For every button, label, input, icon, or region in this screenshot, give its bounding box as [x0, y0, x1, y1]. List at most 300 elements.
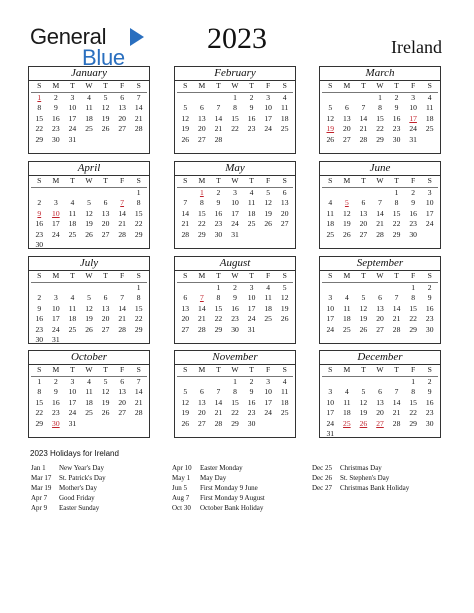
day-cell: 22 — [409, 314, 417, 323]
day-cell: 23 — [247, 124, 256, 133]
weekday-header: S — [177, 365, 194, 377]
day-cell: 18 — [85, 397, 93, 407]
day-cell: 14 — [214, 397, 223, 407]
day-cell: 23 — [52, 124, 60, 133]
day-cell: 21 — [181, 219, 190, 228]
weekday-header: S — [130, 176, 147, 188]
day-cell: 15 — [35, 113, 44, 123]
day-cell: 21 — [118, 314, 126, 323]
day-cell: 6 — [199, 387, 204, 396]
weekday-header: S — [276, 271, 293, 283]
day-cell: 27 — [181, 324, 190, 334]
day-cell: 16 — [35, 219, 44, 228]
day-cell: 19 — [343, 219, 351, 228]
weekday-header: S — [421, 176, 438, 188]
day-cell: 25 — [68, 229, 77, 239]
day-cell: 15 — [231, 113, 239, 123]
day-cell: 6 — [120, 92, 125, 102]
day-cell: 29 — [134, 324, 143, 334]
holiday-row — [172, 503, 265, 513]
day-cell: 31 — [68, 418, 77, 428]
day-grid — [175, 81, 295, 145]
month-name: October — [29, 351, 149, 365]
day-cell: 15 — [231, 397, 239, 407]
day-cell: 9 — [427, 387, 432, 396]
empty-cell — [81, 188, 98, 199]
weekday-header: S — [276, 176, 293, 188]
day-cell: 8 — [394, 198, 399, 207]
day-cell: 17 — [264, 113, 272, 123]
holiday-name: Mother's Day — [59, 484, 98, 492]
holiday-date: Dec 26 — [312, 474, 333, 482]
month-name: December — [320, 351, 440, 365]
holiday-column — [172, 463, 265, 513]
day-cell: 13 — [118, 387, 126, 396]
day-cell: 26 — [280, 314, 289, 323]
holiday-date: Apr 7 — [31, 494, 48, 502]
empty-cell — [48, 188, 65, 199]
weekday-header: F — [405, 81, 422, 93]
day-cell: 17 — [409, 113, 417, 123]
day-cell: 12 — [359, 303, 368, 313]
day-cell: 13 — [280, 198, 289, 207]
weekday-header: W — [227, 365, 244, 377]
empty-cell — [322, 188, 339, 199]
day-cell: 11 — [281, 103, 289, 112]
day-cell: 22 — [231, 124, 239, 133]
weekday-header: W — [372, 176, 389, 188]
day-cell: 7 — [183, 198, 188, 207]
month-name: February — [175, 67, 295, 81]
day-cell: 1 — [411, 376, 416, 386]
weekday-header: F — [260, 365, 277, 377]
weekday-header: S — [322, 365, 339, 377]
day-cell: 17 — [68, 113, 77, 123]
day-cell: 22 — [134, 314, 143, 323]
day-cell: 24 — [425, 219, 434, 228]
day-cell: 6 — [103, 293, 108, 302]
holiday-name: St. Stephen's Day — [340, 474, 390, 482]
day-cell: 19 — [101, 397, 110, 407]
day-cell: 15 — [198, 208, 206, 218]
day-cell: 6 — [183, 293, 188, 302]
day-cell: 1 — [136, 187, 141, 197]
day-cell: 29 — [35, 134, 44, 144]
day-cell: 20 — [376, 408, 384, 417]
day-cell: 16 — [247, 397, 256, 407]
weekday-header: T — [243, 271, 260, 283]
day-cell: 30 — [247, 418, 256, 428]
month-may — [174, 161, 296, 249]
day-cell: 3 — [411, 92, 416, 102]
day-cell: 24 — [264, 408, 272, 417]
weekday-header: T — [97, 271, 114, 283]
day-cell: 9 — [427, 293, 432, 302]
day-cell: 30 — [409, 229, 417, 239]
day-cell: 30 — [35, 240, 44, 249]
empty-cell — [355, 93, 372, 104]
day-cell: 4 — [87, 92, 91, 102]
day-cell: 20 — [101, 219, 110, 228]
month-april — [28, 161, 150, 249]
weekday-header: F — [405, 365, 422, 377]
day-cell: 13 — [359, 208, 368, 218]
day-cell: 5 — [361, 387, 366, 396]
day-cell: 3 — [53, 293, 58, 302]
day-cell: 9 — [216, 198, 221, 207]
day-cell: 19 — [326, 124, 335, 133]
holiday-row — [172, 493, 265, 503]
logo-general-text: General — [30, 24, 107, 49]
holiday-column — [312, 463, 409, 493]
day-cell: 9 — [37, 303, 42, 313]
month-name: January — [29, 67, 149, 81]
weekday-header: M — [48, 81, 65, 93]
day-cell: 7 — [378, 198, 382, 207]
day-cell: 28 — [392, 418, 401, 428]
day-cell: 24 — [52, 229, 60, 239]
day-cell: 8 — [136, 293, 141, 302]
weekday-header: F — [114, 81, 131, 93]
day-cell: 28 — [376, 229, 384, 239]
day-cell: 5 — [328, 103, 333, 112]
day-cell: 9 — [233, 293, 237, 302]
day-cell: 12 — [326, 113, 335, 123]
day-cell: 21 — [134, 113, 143, 123]
weekday-header: F — [114, 176, 131, 188]
day-cell: 8 — [216, 293, 221, 302]
day-cell: 30 — [392, 134, 401, 144]
holiday-name: Easter Sunday — [59, 504, 100, 512]
weekday-header: T — [388, 176, 405, 188]
year-title: 2023 — [207, 22, 267, 55]
day-cell: 31 — [52, 335, 60, 344]
day-cell: 20 — [118, 113, 126, 123]
day-cell: 2 — [216, 187, 221, 197]
month-february — [174, 66, 296, 154]
day-cell: 17 — [52, 219, 60, 228]
day-cell: 21 — [392, 408, 401, 417]
day-cell: 20 — [359, 219, 368, 228]
day-cell: 11 — [343, 303, 351, 313]
day-cell: 12 — [101, 387, 110, 396]
day-cell: 30 — [35, 335, 44, 344]
empty-cell — [355, 283, 372, 294]
day-cell: 7 — [136, 92, 141, 102]
day-cell: 8 — [378, 103, 382, 112]
empty-cell — [322, 377, 339, 388]
weekday-header: W — [227, 81, 244, 93]
month-name: November — [175, 351, 295, 365]
day-cell: 18 — [85, 113, 93, 123]
weekday-header: W — [81, 271, 98, 283]
day-cell: 26 — [101, 408, 110, 417]
day-cell: 2 — [37, 198, 42, 207]
day-cell: 24 — [68, 124, 77, 133]
empty-cell — [388, 283, 405, 294]
empty-cell — [48, 283, 65, 294]
day-cell: 5 — [103, 92, 108, 102]
empty-cell — [388, 377, 405, 388]
day-cell: 10 — [68, 103, 77, 112]
day-cell: 21 — [376, 219, 384, 228]
day-cell: 20 — [101, 314, 110, 323]
day-cell: 29 — [409, 418, 417, 428]
day-cell: 4 — [282, 376, 287, 386]
day-cell: 7 — [216, 103, 221, 112]
weekday-header: S — [276, 365, 293, 377]
day-cell: 27 — [101, 229, 110, 239]
day-cell: 6 — [344, 103, 349, 112]
day-cell: 27 — [118, 408, 126, 417]
day-cell: 7 — [361, 103, 366, 112]
day-grid — [29, 176, 149, 251]
day-cell: 14 — [376, 208, 384, 218]
day-cell: 10 — [425, 198, 434, 207]
day-cell: 23 — [409, 219, 417, 228]
day-cell: 23 — [52, 408, 60, 417]
day-cell: 5 — [103, 376, 108, 386]
day-cell: 14 — [392, 303, 401, 313]
weekday-header: T — [210, 176, 227, 188]
day-cell: 23 — [35, 324, 44, 334]
weekday-header: S — [31, 271, 48, 283]
empty-cell — [177, 283, 194, 294]
holiday-name: First Monday 9 August — [200, 494, 265, 502]
holiday-name: Christmas Day — [340, 464, 382, 472]
day-cell: 26 — [326, 134, 335, 144]
holiday-name: Easter Monday — [200, 464, 243, 472]
day-cell: 5 — [87, 293, 91, 302]
empty-cell — [210, 377, 227, 388]
day-cell: 1 — [411, 282, 416, 292]
day-cell: 7 — [199, 293, 204, 302]
weekday-header: S — [130, 365, 147, 377]
day-cell: 7 — [394, 387, 399, 396]
day-cell: 29 — [392, 229, 401, 239]
day-cell: 31 — [231, 229, 239, 239]
month-name: August — [175, 257, 295, 271]
day-cell: 19 — [181, 408, 190, 417]
day-cell: 7 — [216, 387, 221, 396]
day-cell: 29 — [376, 134, 384, 144]
empty-cell — [339, 283, 356, 294]
weekday-header: M — [339, 81, 356, 93]
holiday-row — [31, 483, 106, 493]
day-cell: 7 — [120, 293, 125, 302]
day-cell: 26 — [85, 229, 93, 239]
empty-cell — [177, 93, 194, 104]
day-cell: 18 — [68, 314, 77, 323]
day-grid — [320, 176, 440, 240]
weekday-header: T — [97, 365, 114, 377]
day-cell: 22 — [231, 408, 239, 417]
day-cell: 29 — [409, 324, 417, 334]
weekday-header: S — [31, 176, 48, 188]
day-cell: 20 — [280, 208, 289, 218]
day-cell: 10 — [52, 303, 60, 313]
month-november — [174, 350, 296, 438]
day-cell: 10 — [247, 293, 256, 302]
weekday-header: W — [81, 176, 98, 188]
day-cell: 14 — [134, 387, 143, 396]
holiday-date: Apr 9 — [31, 504, 48, 512]
day-grid — [175, 365, 295, 429]
day-cell: 20 — [181, 314, 190, 323]
day-cell: 13 — [376, 303, 384, 313]
day-cell: 11 — [281, 387, 289, 396]
day-cell: 25 — [326, 229, 335, 239]
holiday-name: Good Friday — [59, 494, 95, 502]
day-cell: 14 — [392, 397, 401, 407]
day-cell: 17 — [425, 208, 434, 218]
weekday-header: M — [194, 176, 211, 188]
day-cell: 11 — [85, 387, 93, 396]
month-name: May — [175, 162, 295, 176]
day-cell: 1 — [37, 92, 42, 102]
weekday-header: T — [355, 81, 372, 93]
month-june — [319, 161, 441, 249]
holiday-row — [31, 493, 106, 503]
day-cell: 21 — [118, 219, 126, 228]
day-cell: 15 — [214, 303, 223, 313]
day-cell: 1 — [136, 282, 141, 292]
day-grid — [175, 271, 295, 335]
day-cell: 9 — [411, 198, 416, 207]
holiday-date: May 1 — [172, 474, 191, 482]
day-cell: 27 — [359, 229, 368, 239]
day-cell: 4 — [427, 92, 432, 102]
day-cell: 23 — [425, 408, 434, 417]
day-cell: 11 — [85, 103, 93, 112]
day-cell: 29 — [134, 229, 143, 239]
day-cell: 26 — [359, 418, 368, 428]
day-cell: 26 — [85, 324, 93, 334]
day-cell: 16 — [247, 113, 256, 123]
holiday-row — [31, 503, 106, 513]
weekday-header: W — [81, 81, 98, 93]
day-cell: 21 — [214, 124, 223, 133]
day-grid — [29, 271, 149, 346]
day-cell: 26 — [343, 229, 351, 239]
month-december — [319, 350, 441, 438]
day-cell: 12 — [343, 208, 351, 218]
weekday-header: S — [322, 271, 339, 283]
month-july — [28, 256, 150, 344]
country-title: Ireland — [391, 37, 442, 57]
day-cell: 15 — [134, 303, 143, 313]
empty-cell — [114, 188, 131, 199]
day-cell: 13 — [181, 303, 190, 313]
day-cell: 28 — [392, 324, 401, 334]
day-cell: 20 — [198, 408, 206, 417]
day-grid — [320, 271, 440, 335]
day-cell: 20 — [343, 124, 351, 133]
day-cell: 25 — [343, 418, 351, 428]
day-cell: 10 — [409, 103, 417, 112]
day-cell: 1 — [216, 282, 221, 292]
empty-cell — [372, 188, 389, 199]
weekday-header: M — [194, 81, 211, 93]
weekday-header: T — [210, 81, 227, 93]
day-cell: 29 — [214, 324, 223, 334]
day-cell: 15 — [392, 208, 401, 218]
day-cell: 7 — [120, 198, 125, 207]
empty-cell — [322, 283, 339, 294]
day-cell: 5 — [183, 103, 188, 112]
day-cell: 24 — [231, 219, 239, 228]
day-cell: 31 — [68, 134, 77, 144]
day-cell: 13 — [118, 103, 126, 112]
day-cell: 30 — [231, 324, 239, 334]
day-cell: 19 — [264, 208, 272, 218]
day-cell: 22 — [409, 408, 417, 417]
day-cell: 2 — [427, 376, 432, 386]
empty-cell — [194, 93, 211, 104]
day-cell: 28 — [134, 124, 143, 133]
weekday-header: T — [388, 271, 405, 283]
day-cell: 30 — [425, 324, 434, 334]
month-october — [28, 350, 150, 438]
day-grid — [29, 365, 149, 429]
day-cell: 19 — [181, 124, 190, 133]
day-cell: 13 — [198, 397, 206, 407]
day-cell: 13 — [343, 113, 351, 123]
holiday-date: Jan 1 — [31, 464, 46, 472]
day-cell: 22 — [214, 314, 223, 323]
weekday-header: T — [243, 176, 260, 188]
month-name: June — [320, 162, 440, 176]
day-cell: 23 — [392, 124, 401, 133]
day-cell: 18 — [343, 408, 351, 417]
day-cell: 2 — [249, 376, 254, 386]
day-cell: 15 — [409, 303, 417, 313]
day-cell: 9 — [249, 387, 254, 396]
holiday-row — [172, 463, 265, 473]
month-name: April — [29, 162, 149, 176]
day-cell: 3 — [328, 293, 333, 302]
day-cell: 10 — [231, 198, 239, 207]
weekday-header: F — [114, 271, 131, 283]
logo-blue-text: Blue — [82, 45, 125, 70]
weekday-header: T — [388, 365, 405, 377]
day-cell: 28 — [134, 408, 143, 417]
holiday-name: May Day — [200, 474, 227, 482]
day-cell: 28 — [359, 134, 368, 144]
day-cell: 12 — [85, 303, 93, 313]
day-cell: 11 — [264, 293, 272, 302]
day-cell: 4 — [328, 198, 333, 207]
weekday-header: F — [260, 271, 277, 283]
weekday-header: S — [421, 365, 438, 377]
empty-cell — [339, 377, 356, 388]
day-cell: 4 — [249, 187, 254, 197]
day-cell: 8 — [411, 293, 416, 302]
day-cell: 31 — [409, 134, 417, 144]
day-cell: 14 — [198, 303, 206, 313]
day-cell: 27 — [198, 418, 206, 428]
day-cell: 13 — [376, 397, 384, 407]
day-cell: 28 — [198, 324, 206, 334]
day-cell: 22 — [35, 124, 44, 133]
day-cell: 3 — [70, 92, 75, 102]
day-cell: 5 — [361, 293, 366, 302]
day-cell: 24 — [326, 418, 335, 428]
day-cell: 1 — [233, 92, 237, 102]
weekday-header: T — [210, 271, 227, 283]
weekday-header: S — [130, 81, 147, 93]
day-cell: 27 — [280, 219, 289, 228]
